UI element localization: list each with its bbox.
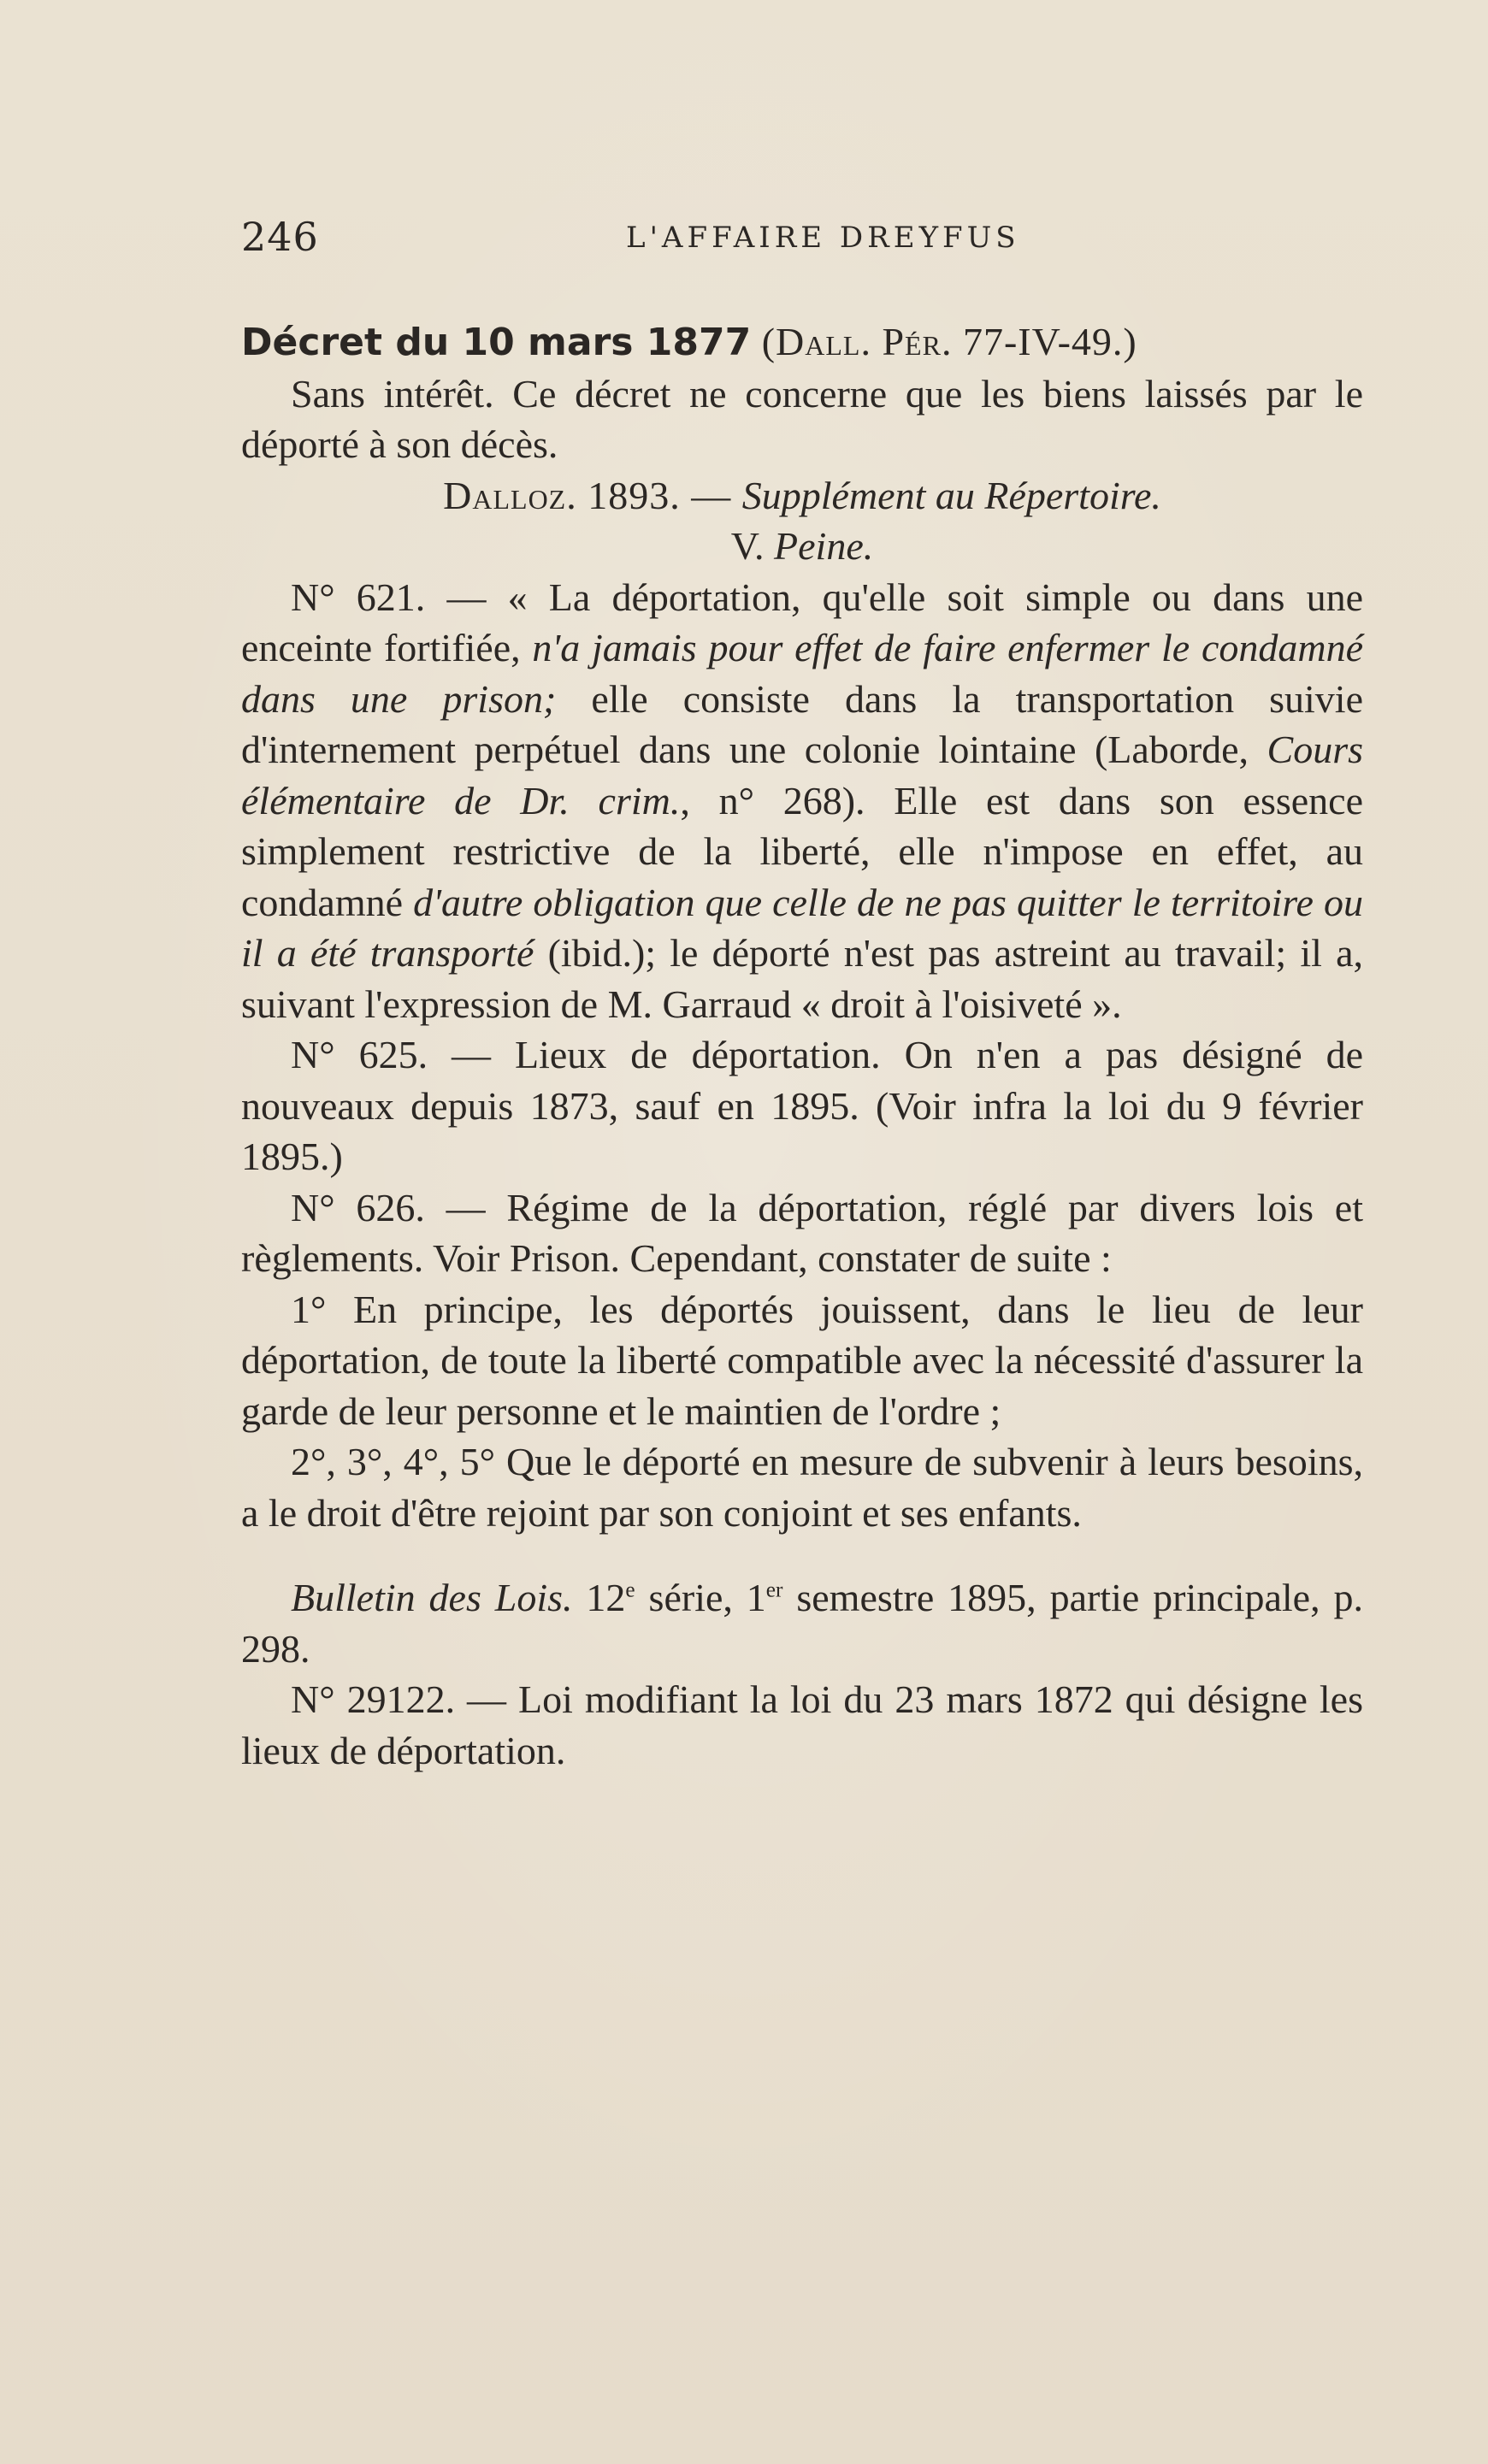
n621-emphasis-f: d'autre obligation que celle de ne pas quitter le territoire ou il a été transporté	[241, 880, 1363, 975]
bulletin-semester-sup: er	[765, 1577, 783, 1602]
n621-text-e: , n° 268). Elle est dans son essence simplement restrictive de la liberté, elle n'impose en effet, au condamné	[241, 778, 1363, 924]
paragraph-n29122: N° 29122. — Loi modifiant la loi du 23 mars 1872 qui désigne les lieux de déportation.	[241, 1677, 1363, 1772]
list-item-2-5: 2°, 3°, 4°, 5° Que le déporté en mesure de subvenir à leurs besoins, a le droit d'être rejoint par son conjoint et ses enfants.	[241, 1440, 1363, 1535]
page-header	[241, 214, 1363, 265]
decree-body: Sans intérêt. Ce décret ne concerne que les biens laissés par le déporté à son décès.	[241, 371, 1363, 466]
decree-title: Décret du 10 mars 1877	[241, 321, 752, 364]
bulletin-heading	[241, 1572, 1363, 1674]
list-item-1: 1° En principe, les déportés jouissent, dans le lieu de leur déportation, de toute la liberté compatible avec la nécessité d'assurer la garde de leur personne et le maintien de l'ordre ;	[241, 1287, 1363, 1433]
running-head: L'AFFAIRE DREYFUS	[626, 221, 1020, 255]
page-number: 246	[241, 214, 319, 260]
decree-paragraph	[241, 316, 1363, 368]
n621-text-c: elle consiste dans la transportation suivie d'internement perpétuel dans une colonie lointaine (Laborde,	[241, 676, 1363, 771]
bulletin-title: Bulletin des Lois.	[291, 1576, 573, 1619]
bulletin-series-sup: e	[625, 1577, 635, 1602]
page-body	[241, 316, 1363, 1776]
paragraph-n621	[241, 572, 1363, 1030]
paragraph-n625: N° 625. — Lieux de déportation. On n'en a pas désigné de nouveaux depuis 1873, sauf en 1895. (Voir infra la loi du 9 février 1895.)	[241, 1033, 1363, 1178]
bulletin-rest: semestre 1895, partie principale, p. 298.	[241, 1576, 1363, 1671]
n621-emphasis-b: n'a jamais pour effet de faire enfermer le condamné dans une prison;	[241, 626, 1363, 721]
paragraph-n626: N° 626. — Régime de la déportation, réglé par divers lois et règlements. Voir Prison. Cependant, constater de suite :	[241, 1185, 1363, 1280]
bulletin-series-number: 12	[572, 1576, 626, 1619]
dalloz-see-also	[241, 521, 1363, 572]
see-also-target: Peine.	[774, 524, 874, 568]
dalloz-source: Dalloz. 1893. —	[443, 473, 742, 517]
see-also-prefix: V.	[730, 524, 775, 568]
dalloz-title: Supplément au Répertoire.	[741, 473, 1161, 517]
n621-text-a: N° 621. — « La déportation, qu'elle soit simple ou dans une enceinte fortifiée,	[241, 575, 1363, 669]
section-gap	[241, 1538, 1363, 1572]
dalloz-heading	[241, 470, 1363, 522]
n621-text-g: (ibid.); le déporté n'est pas astreint au travail; il a, suivant l'expression de M. Garraud « droit à l'oisiveté ».	[241, 931, 1364, 1026]
bulletin-series-word: série, 1	[635, 1576, 766, 1619]
n621-citation: Cours élémentaire de Dr. crim.	[241, 728, 1363, 822]
decree-reference: (Dall. Pér. 77-IV-49.)	[751, 320, 1137, 363]
